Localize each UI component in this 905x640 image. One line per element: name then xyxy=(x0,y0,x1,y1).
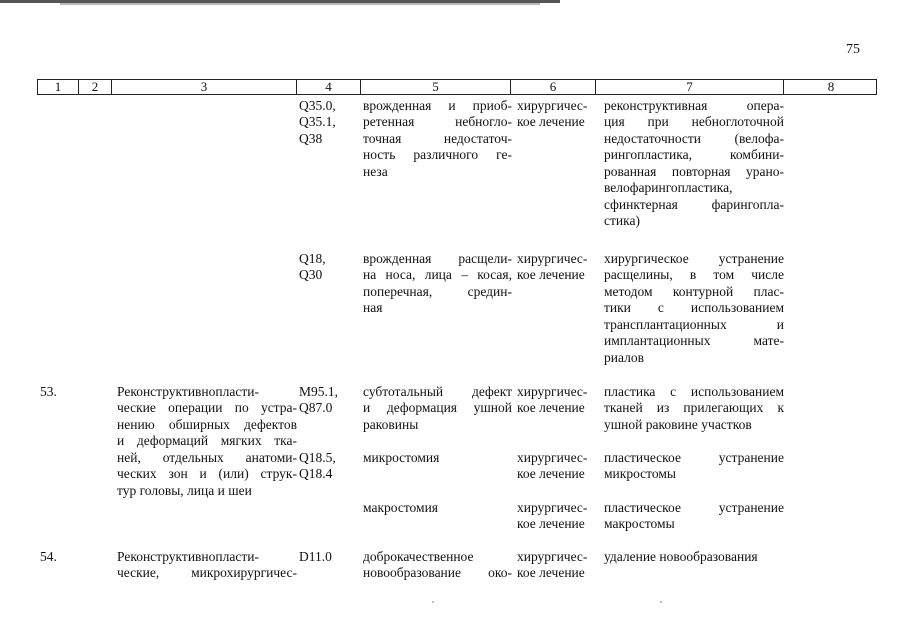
method-line: пластическое устранение xyxy=(604,450,784,465)
header-col-2: 2 xyxy=(79,80,112,94)
method-line: ушной раковине участков xyxy=(604,417,752,432)
treatment-type: хирургичес- xyxy=(517,98,588,113)
method-line: сфинктерная фарингопла- xyxy=(604,197,784,212)
scan-speck xyxy=(432,601,434,603)
method-line: расщелины, в том числе xyxy=(604,267,784,282)
icd-code: Q18, xyxy=(299,251,326,266)
diagnosis-line: новообразование око- xyxy=(363,565,512,580)
diagnosis-line: и деформация ушной xyxy=(363,400,512,415)
method-line: риалов xyxy=(604,350,644,365)
header-col-7: 7 xyxy=(596,80,784,94)
method-line: недостаточности (велофа- xyxy=(604,131,784,146)
icd-code: Q38 xyxy=(299,131,323,146)
diagnosis-line: ность различного ге- xyxy=(363,147,512,162)
diagnosis-line: макростомия xyxy=(363,500,439,515)
scan-top-edge-faint xyxy=(60,3,540,5)
treatment-type: кое лечение xyxy=(517,114,585,129)
diagnosis-line: поперечная, средин- xyxy=(363,284,512,299)
method-line: тканей из прилегающих к xyxy=(604,400,784,415)
treatment-type: кое лечение xyxy=(517,400,585,415)
icd-code: M95.1, xyxy=(299,384,339,399)
method-line: рованная повторная урано- xyxy=(604,164,784,179)
method-line: пластика с использованием xyxy=(604,384,784,399)
diagnosis-line: микростомия xyxy=(363,450,440,465)
diagnosis-line: раковины xyxy=(363,417,419,432)
method-line: удаление новообразования xyxy=(604,549,758,564)
header-col-8: 8 xyxy=(827,79,835,94)
procedure-name-line: тур головы, лица и шеи xyxy=(117,483,252,498)
icd-code: Q87.0 xyxy=(299,400,333,415)
method-line: велофарингопластика, xyxy=(604,180,733,195)
method-line: реконструктивная опера- xyxy=(604,98,784,113)
method-line: макростомы xyxy=(604,516,675,531)
icd-code: Q18.4 xyxy=(299,466,333,481)
diagnosis-line: неза xyxy=(363,164,388,179)
header-col-5: 5 xyxy=(361,80,511,94)
procedure-name-line: и деформаций мягких тка- xyxy=(117,433,297,448)
method-line: трансплантационных и xyxy=(604,317,784,332)
icd-code: Q35.1, xyxy=(299,114,336,129)
page-number: 75 xyxy=(846,42,860,57)
procedure-name-line: ческих зон и (или) струк- xyxy=(117,466,297,481)
method-line: стика) xyxy=(604,213,640,228)
treatment-type: хирургичес- xyxy=(517,500,588,515)
diagnosis-line: точная недостаточ- xyxy=(363,131,512,146)
diagnosis-line: ная xyxy=(363,300,383,315)
treatment-type: хирургичес- xyxy=(517,450,588,465)
icd-code: D11.0 xyxy=(299,549,332,564)
diagnosis-line: на носа, лица – косая, xyxy=(363,267,512,282)
header-col-4: 4 xyxy=(297,80,361,94)
scan-speck xyxy=(660,601,662,603)
method-line: ция при небноглоточной xyxy=(604,114,784,129)
diagnosis-line: ретенная небногло- xyxy=(363,114,512,129)
treatment-type: хирургичес- xyxy=(517,384,588,399)
method-line: методом контурной плас- xyxy=(604,284,784,299)
method-line: рингопластика, комбини- xyxy=(604,147,784,162)
header-col-1: 1 xyxy=(38,80,79,94)
row-number: 53. xyxy=(40,384,57,399)
method-line: имплантационных мате- xyxy=(604,333,784,348)
method-line: тики с использованием xyxy=(604,300,784,315)
treatment-type: кое лечение xyxy=(517,267,585,282)
diagnosis-line: доброкачественное xyxy=(363,549,474,564)
header-col-6: 6 xyxy=(511,80,596,94)
diagnosis-line: врожденная и приоб- xyxy=(363,98,512,113)
treatment-type: кое лечение xyxy=(517,466,585,481)
method-line: микростомы xyxy=(604,466,676,481)
method-line: хирургическое устранение xyxy=(604,251,784,266)
treatment-type: кое лечение xyxy=(517,565,585,580)
icd-code: Q35.0, xyxy=(299,98,336,113)
treatment-type: хирургичес- xyxy=(517,251,588,266)
treatment-type: хирургичес- xyxy=(517,549,588,564)
procedure-name-line: ческие, микрохирургичес- xyxy=(117,565,297,580)
treatment-type: кое лечение xyxy=(517,516,585,531)
method-line: пластическое устранение xyxy=(604,500,784,515)
row-number: 54. xyxy=(40,549,57,564)
procedure-name-line: нению обширных дефектов xyxy=(117,417,297,432)
icd-code: Q18.5, xyxy=(299,450,336,465)
diagnosis-line: субтотальный дефект xyxy=(363,384,512,399)
icd-code: Q30 xyxy=(299,267,323,282)
diagnosis-line: врожденная расщели- xyxy=(363,251,512,266)
procedure-name-line: Реконструктивнопласти- xyxy=(117,384,259,399)
table-header xyxy=(37,79,877,95)
procedure-name-line: Реконструктивнопласти- xyxy=(117,549,259,564)
header-col-3: 3 xyxy=(112,80,297,94)
procedure-name-line: ческие операции по устра- xyxy=(117,400,297,415)
procedure-name-line: ней, отдельных анатоми- xyxy=(117,450,297,465)
